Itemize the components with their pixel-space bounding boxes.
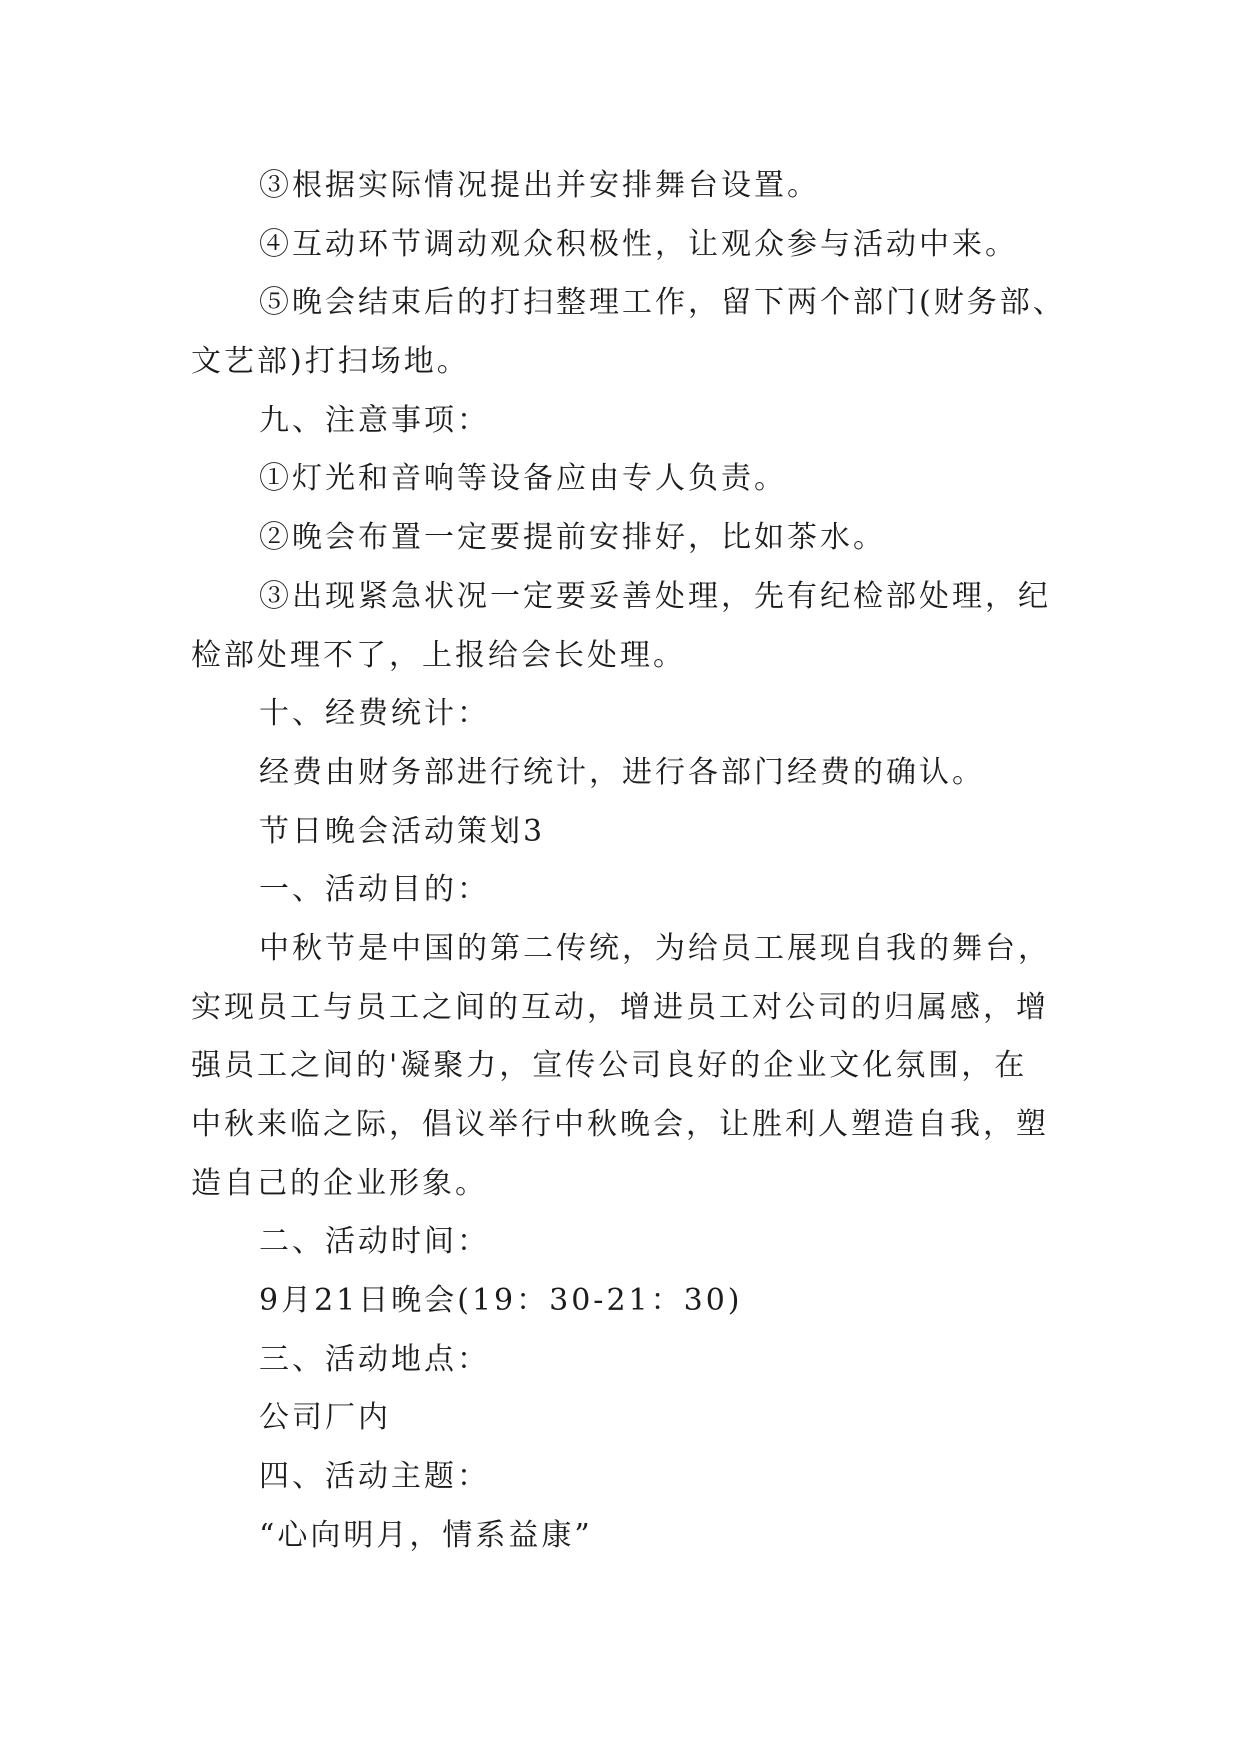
paragraph-line: ③根据实际情况提出并安排舞台设置。 <box>259 168 820 203</box>
paragraph-line: 中秋来临之际，倡议举行中秋晚会，让胜利人塑造自我，塑 <box>191 1107 1049 1142</box>
body-paragraph <box>191 1389 1091 1448</box>
body-paragraph <box>191 920 1091 1213</box>
document-body <box>191 157 1091 1566</box>
heading-line: 二、活动时间： <box>259 1224 490 1260</box>
section-heading <box>191 1448 1091 1507</box>
paragraph-line: 经费由财务部进行统计，进行各部门经费的确认。 <box>259 754 985 790</box>
list-item <box>191 216 1091 275</box>
paragraph-line: ⑤晚会结束后的打扫整理工作，留下两个部门(财务部、 <box>259 285 1066 321</box>
section-heading <box>191 685 1091 744</box>
section-heading <box>191 1213 1091 1272</box>
body-paragraph <box>191 744 1091 803</box>
paragraph-line: ①灯光和音响等设备应由专人负责。 <box>259 461 787 497</box>
section-heading <box>191 1331 1091 1390</box>
heading-line: 九、注意事项： <box>259 402 490 438</box>
paragraph-line: 实现员工与员工之间的互动，增进员工对公司的归属感，增 <box>191 989 1049 1025</box>
paragraph-line: 中秋节是中国的第二传统，为给员工展现自我的舞台， <box>259 930 1051 966</box>
list-item <box>191 568 1091 685</box>
paragraph-line: 造自己的企业形象。 <box>191 1165 488 1201</box>
paragraph-line: 强员工之间的'凝聚力，宣传公司良好的企业文化氛围，在 <box>191 1048 1028 1084</box>
body-paragraph <box>191 1507 1091 1566</box>
section-heading <box>191 392 1091 451</box>
heading-line: 十、经费统计： <box>259 696 490 732</box>
paragraph-line: ③出现紧急状况一定要妥善处理，先有纪检部处理，纪 <box>259 578 1051 614</box>
paragraph-line: ④互动环节调动观众积极性，让观众参与活动中来。 <box>259 226 1018 262</box>
paragraph-line: 9月21日晚会(19：30-21：30) <box>259 1283 743 1319</box>
paragraph-line: “心向明月，情系益康” <box>259 1517 593 1553</box>
section-heading <box>191 861 1091 920</box>
document-subtitle <box>191 803 1091 862</box>
list-item <box>191 274 1091 391</box>
list-item <box>191 450 1091 509</box>
paragraph-line: 文艺部)打扫场地。 <box>191 344 470 380</box>
subtitle-line: 节日晚会活动策划3 <box>259 813 546 849</box>
paragraph-line: 公司厂内 <box>259 1400 391 1436</box>
list-item <box>191 157 1091 216</box>
paragraph-line: ②晚会布置一定要提前安排好，比如茶水。 <box>259 520 886 556</box>
heading-line: 一、活动目的： <box>259 872 490 908</box>
heading-line: 三、活动地点： <box>259 1341 490 1377</box>
list-item <box>191 509 1091 568</box>
body-paragraph <box>191 1272 1091 1331</box>
heading-line: 四、活动主题： <box>259 1459 490 1495</box>
paragraph-line: 检部处理不了，上报给会长处理。 <box>191 637 686 673</box>
